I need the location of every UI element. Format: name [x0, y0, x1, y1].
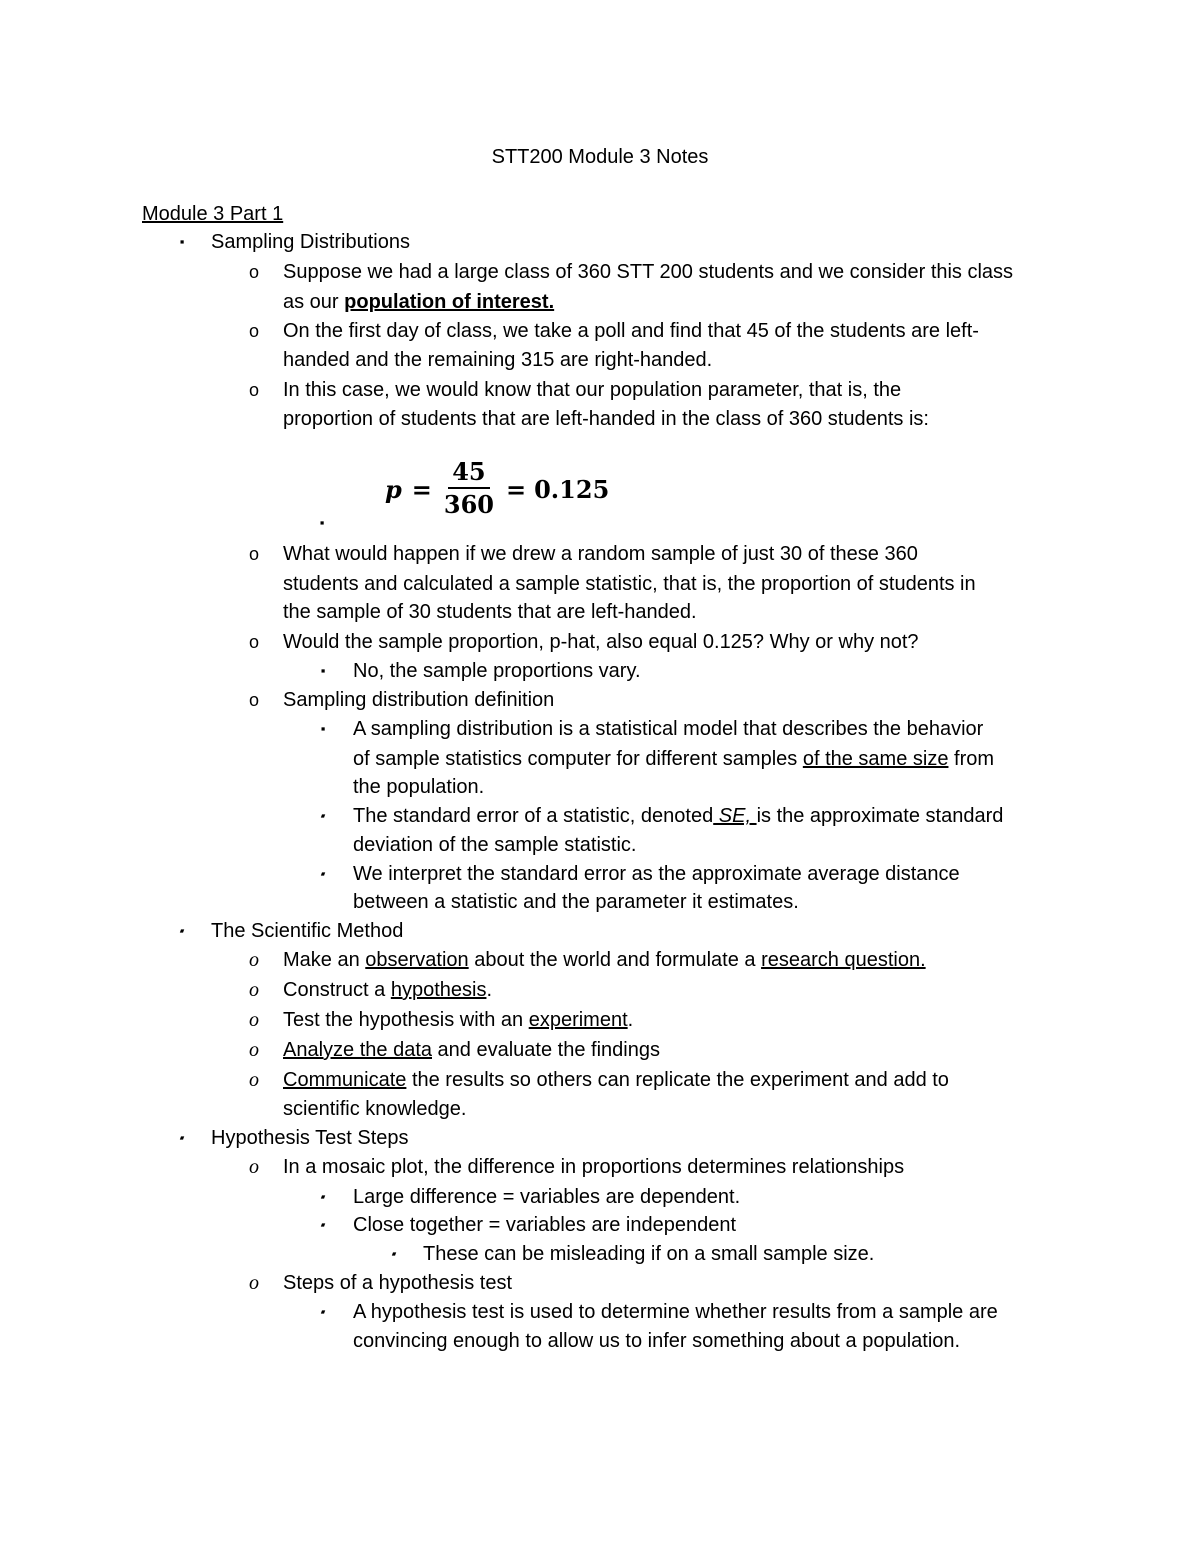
bullet-square-icon: ▪ [319, 515, 325, 530]
document-title: STT200 Module 3 Notes [491, 146, 709, 168]
formula-fraction [440, 457, 498, 521]
list-item: What would happen if we drew a random sample of just 30 of these 360 [283, 543, 918, 565]
bullet-circle-icon: o [249, 1009, 259, 1031]
formula-equals: = [411, 474, 432, 504]
list-item: Large difference = variables are dependent. [353, 1186, 741, 1208]
list-item-continuation: proportion of students that are left-handed in the class of 360 students is: [283, 408, 929, 430]
list-item: No, the sample proportions vary. [353, 660, 641, 682]
list-item: A hypothesis test is used to determine whether results from a sample are [353, 1301, 998, 1323]
bullet-square-icon: ▪ [179, 234, 185, 249]
bullet-square-icon: ▪ [318, 808, 329, 823]
formula-denominator: 360 [443, 490, 494, 519]
bullet-square-icon: ▪ [320, 663, 326, 678]
list-item [283, 1067, 949, 1093]
bullet-square-icon: ▪ [318, 1189, 329, 1204]
text-run: Test the hypothesis with an [283, 1009, 529, 1031]
list-item: Sampling distribution definition [283, 689, 555, 711]
text-run: of sample statistics computer for different samples [353, 748, 803, 770]
list-item-continuation: between a statistic and the parameter it estimates. [353, 891, 799, 913]
underlined-term: population of interest. [344, 291, 555, 313]
list-item: On the first day of class, we take a poll and find that 45 of the students are left- [283, 320, 979, 342]
list-item [353, 803, 1003, 829]
bullet-circle-icon: o [249, 1272, 259, 1294]
bullet-circle-icon: o [248, 262, 259, 282]
section-heading: Module 3 Part 1 [142, 203, 284, 225]
list-item: Suppose we had a large class of 360 STT 200 students and we consider this class [283, 261, 1014, 283]
bullet-square-icon: ▪ [318, 1304, 329, 1319]
bullet-circle-icon: o [249, 1069, 259, 1091]
bullet-circle-icon: o [248, 632, 259, 652]
underlined-term: SE, [713, 805, 757, 827]
list-item [283, 947, 926, 973]
underlined-term: Analyze the data [283, 1039, 432, 1061]
underlined-term: hypothesis [390, 979, 487, 1001]
list-item-continuation: the population. [353, 776, 485, 798]
text-run: The standard error of a statistic, denoted [353, 805, 714, 827]
bullet-square-icon: ▪ [320, 721, 326, 736]
text-run: Construct a [283, 979, 391, 1001]
list-item: Close together = variables are independent [353, 1214, 737, 1236]
bullet-square-icon: ▪ [389, 1246, 400, 1261]
text-run: from [948, 748, 995, 770]
text-run: and evaluate the findings [432, 1039, 660, 1061]
list-item-continuation: handed and the remaining 315 are right-handed. [283, 349, 713, 371]
list-item-continuation [353, 746, 994, 772]
bullet-square-icon: ▪ [318, 866, 329, 881]
text-run: the results so others can replicate the experiment and add to [406, 1069, 949, 1091]
list-item-continuation [283, 289, 554, 315]
list-item [283, 977, 492, 1003]
bullet-circle-icon: o [249, 949, 259, 971]
list-item: Steps of a hypothesis test [283, 1272, 513, 1294]
underlined-term: of the same size [802, 748, 949, 770]
bullet-circle-icon: o [249, 1156, 259, 1178]
list-item: Would the sample proportion, p-hat, also equal 0.125? Why or why not? [283, 631, 919, 653]
list-item: Hypothesis Test Steps [211, 1127, 409, 1149]
list-item: We interpret the standard error as the approximate average distance [353, 863, 960, 885]
list-item-continuation: the sample of 30 students that are left-handed. [283, 601, 697, 623]
text-run: . [486, 979, 493, 1001]
list-item: The Scientific Method [211, 920, 404, 942]
underlined-term: experiment [528, 1009, 628, 1031]
bullet-circle-icon: o [248, 321, 259, 341]
bullet-circle-icon: o [248, 690, 259, 710]
list-item: In this case, we would know that our population parameter, that is, the [283, 379, 902, 401]
list-item: These can be misleading if on a small sample size. [423, 1243, 875, 1265]
bullet-circle-icon: o [249, 1039, 259, 1061]
formula-equals: = [506, 474, 527, 504]
list-item-continuation: students and calculated a sample statistic, that is, the proportion of students in [283, 573, 976, 595]
bullet-square-icon: ▪ [177, 923, 188, 938]
list-item: Sampling Distributions [211, 231, 410, 253]
text-run: is the approximate standard [756, 805, 1004, 827]
bullet-circle-icon: o [248, 380, 259, 400]
text-run: about the world and formulate a [468, 949, 762, 971]
underlined-term: Communicate [283, 1069, 407, 1091]
text-run: Make an [283, 949, 366, 971]
bullet-square-icon: ▪ [318, 1217, 329, 1232]
list-item [283, 1007, 633, 1033]
bullet-square-icon: ▪ [177, 1130, 188, 1145]
formula-result: 0.125 [534, 474, 610, 504]
list-item-continuation: deviation of the sample statistic. [353, 834, 637, 856]
underlined-term: research question. [761, 949, 926, 971]
formula-variable: p [385, 474, 402, 504]
list-item: In a mosaic plot, the difference in proportions determines relationships [283, 1156, 905, 1178]
list-item: A sampling distribution is a statistical model that describes the behavior [353, 718, 984, 740]
list-item-continuation: convincing enough to allow us to infer something about a population. [353, 1330, 961, 1352]
text-run: as our [283, 291, 345, 313]
underlined-term: observation [365, 949, 469, 971]
bullet-circle-icon: o [248, 544, 259, 564]
formula-numerator: 45 [448, 457, 489, 489]
bullet-circle-icon: o [249, 979, 259, 1001]
proportion-formula [385, 456, 609, 522]
list-item-continuation: scientific knowledge. [283, 1098, 467, 1120]
list-item [283, 1037, 660, 1063]
text-run: . [627, 1009, 634, 1031]
